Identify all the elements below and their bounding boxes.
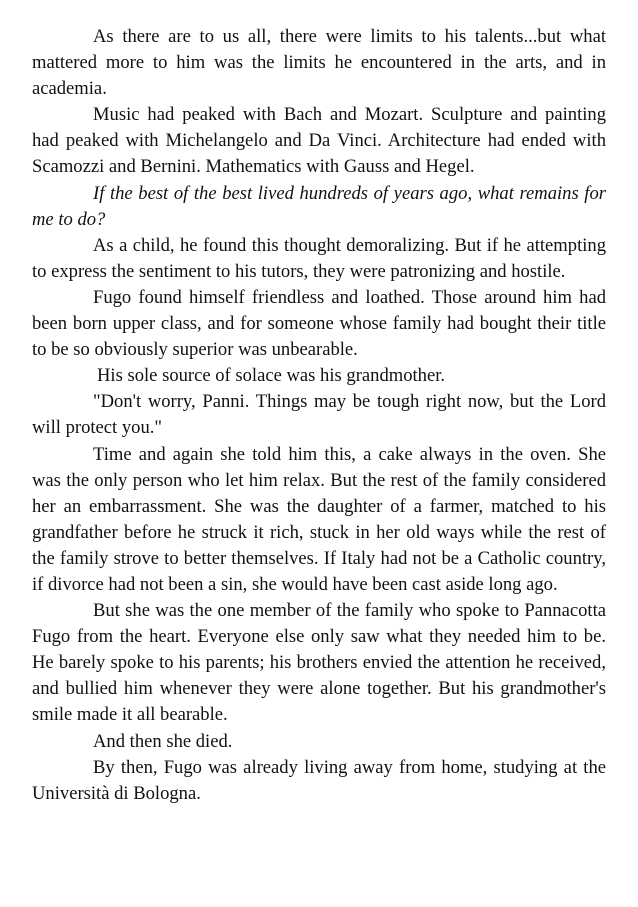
paragraph-limits: As there are to us all, there were limits to his talents...but what mattered more to him was the limits he encountered in the arts, and in academia. [32, 26, 606, 100]
paragraph-cake-oven: Time and again she told him this, a cake always in the oven. She was the only person who let him relax. But the rest of the family considered her an embarrassment. She was the daughter of a farmer, matched to his grandfather before he struck it rich, stuck in her old ways while the rest of the family strove to better themselves. If Italy had not be a Catholic country, if divorce had not been a sin, she would have been cast aside long ago. [32, 443, 606, 595]
paragraph-from-the-heart: But she was the one member of the family who spoke to Pannacotta Fugo from the heart. Everyone else only saw what they needed him to be. He barely spoke to his parents; his brothers envied the attention he received, and bullied him whenever they were alone together. But his grandmother's smile made it all bearable. [32, 600, 606, 726]
paragraph-she-died: And then she died. [93, 730, 233, 752]
paragraph-peaked-arts: Music had peaked with Bach and Mozart. Sculpture and painting had peaked with Michelangelo and Da Vinci. Architecture had ended with Scamozzi and Bernini. Mathematics with Gauss and Hegel. [32, 104, 606, 178]
paragraph-dialogue: "Don't worry, Panni. Things may be tough right now, but the Lord will protect you." [32, 391, 606, 439]
paragraph-italic-thought: If the best of the best lived hundreds of years ago, what remains for me to do? [32, 182, 606, 230]
paragraph-friendless: Fugo found himself friendless and loathed. Those around him had been born upper class, and for someone whose family had bought their title to be so obviously superior was unbearable. [32, 286, 606, 361]
paragraph-childhood: As a child, he found this thought demoralizing. But if he attempting to express the sentiment to his tutors, they were patronizing and hostile. [32, 234, 606, 282]
document-page [32, 24, 606, 807]
paragraph-grandmother-solace: His sole source of solace was his grandmother. [97, 365, 446, 387]
paragraph-bologna: By then, Fugo was already living away from home, studying at the Università di Bologna. [32, 756, 606, 804]
